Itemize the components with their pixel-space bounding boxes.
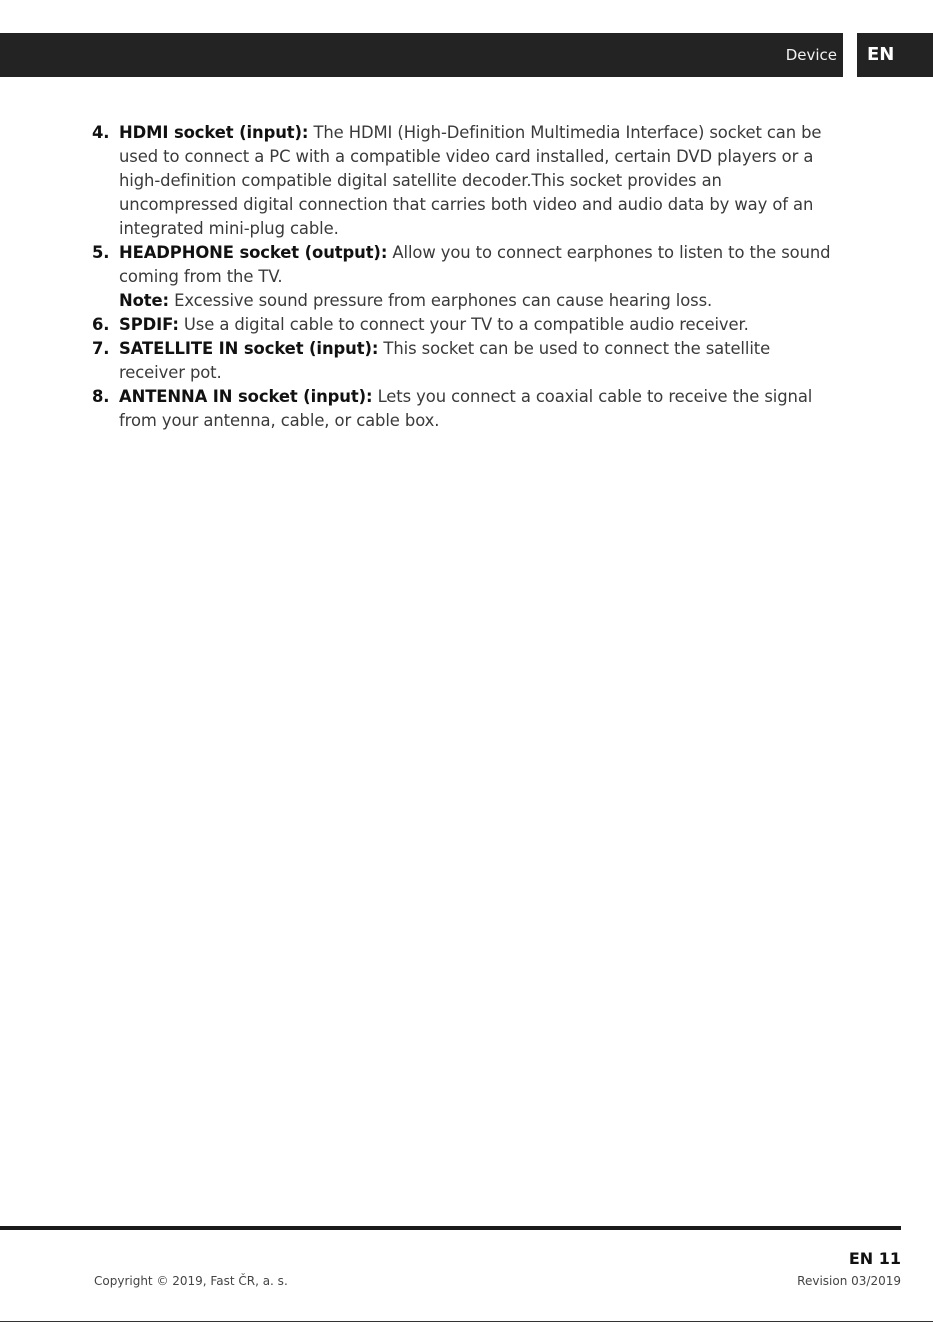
copyright-notice: Copyright © 2019, Fast ČR, a. s. — [94, 1274, 288, 1288]
item-description: This socket can be used to connect the satellite receiver pot. — [119, 339, 771, 382]
list-item — [92, 337, 832, 385]
header-bar — [0, 33, 843, 77]
list-item — [92, 121, 832, 241]
note-label: Note: — [119, 291, 169, 310]
item-number: 7. — [92, 339, 110, 358]
revision-label: Revision 03/2019 — [797, 1274, 901, 1288]
language-badge: EN — [857, 33, 933, 77]
note-text: Excessive sound pressure from earphones can cause hearing loss. — [169, 291, 713, 310]
list-item — [92, 313, 832, 337]
bottom-divider — [0, 1321, 933, 1322]
item-term: HEADPHONE socket (output): — [119, 243, 388, 262]
item-number: 5. — [92, 243, 110, 262]
item-description: Lets you connect a coaxial cable to receive the signal from your antenna, cable, or cable box. — [119, 387, 813, 430]
item-note — [119, 289, 832, 313]
item-description: Use a digital cable to connect your TV to a compatible audio receiver. — [178, 315, 749, 334]
item-term: SATELLITE IN socket (input): — [119, 339, 379, 358]
footer-divider — [0, 1226, 901, 1230]
item-term: SPDIF: — [119, 315, 179, 334]
item-term: ANTENNA IN socket (input): — [119, 387, 373, 406]
list-item — [92, 241, 832, 313]
page-number: EN 11 — [848, 1249, 901, 1268]
item-description: The HDMI (High-Definition Multimedia Interface) socket can be used to connect a PC with a compatible video card installed, certain DVD players or a high-definition compatible digital satellite decoder.This socket provides an uncompressed digital connection that carries both video and audio data by way of an integrated mini-plug cable. — [119, 123, 822, 238]
connector-list — [92, 121, 832, 433]
item-number: 4. — [92, 123, 110, 142]
item-number: 6. — [92, 315, 110, 334]
list-item — [92, 385, 832, 433]
section-title: Device — [785, 46, 837, 64]
item-description: Allow you to connect earphones to listen to the sound coming from the TV. — [119, 243, 831, 286]
item-term: HDMI socket (input): — [119, 123, 309, 142]
item-number: 8. — [92, 387, 110, 406]
